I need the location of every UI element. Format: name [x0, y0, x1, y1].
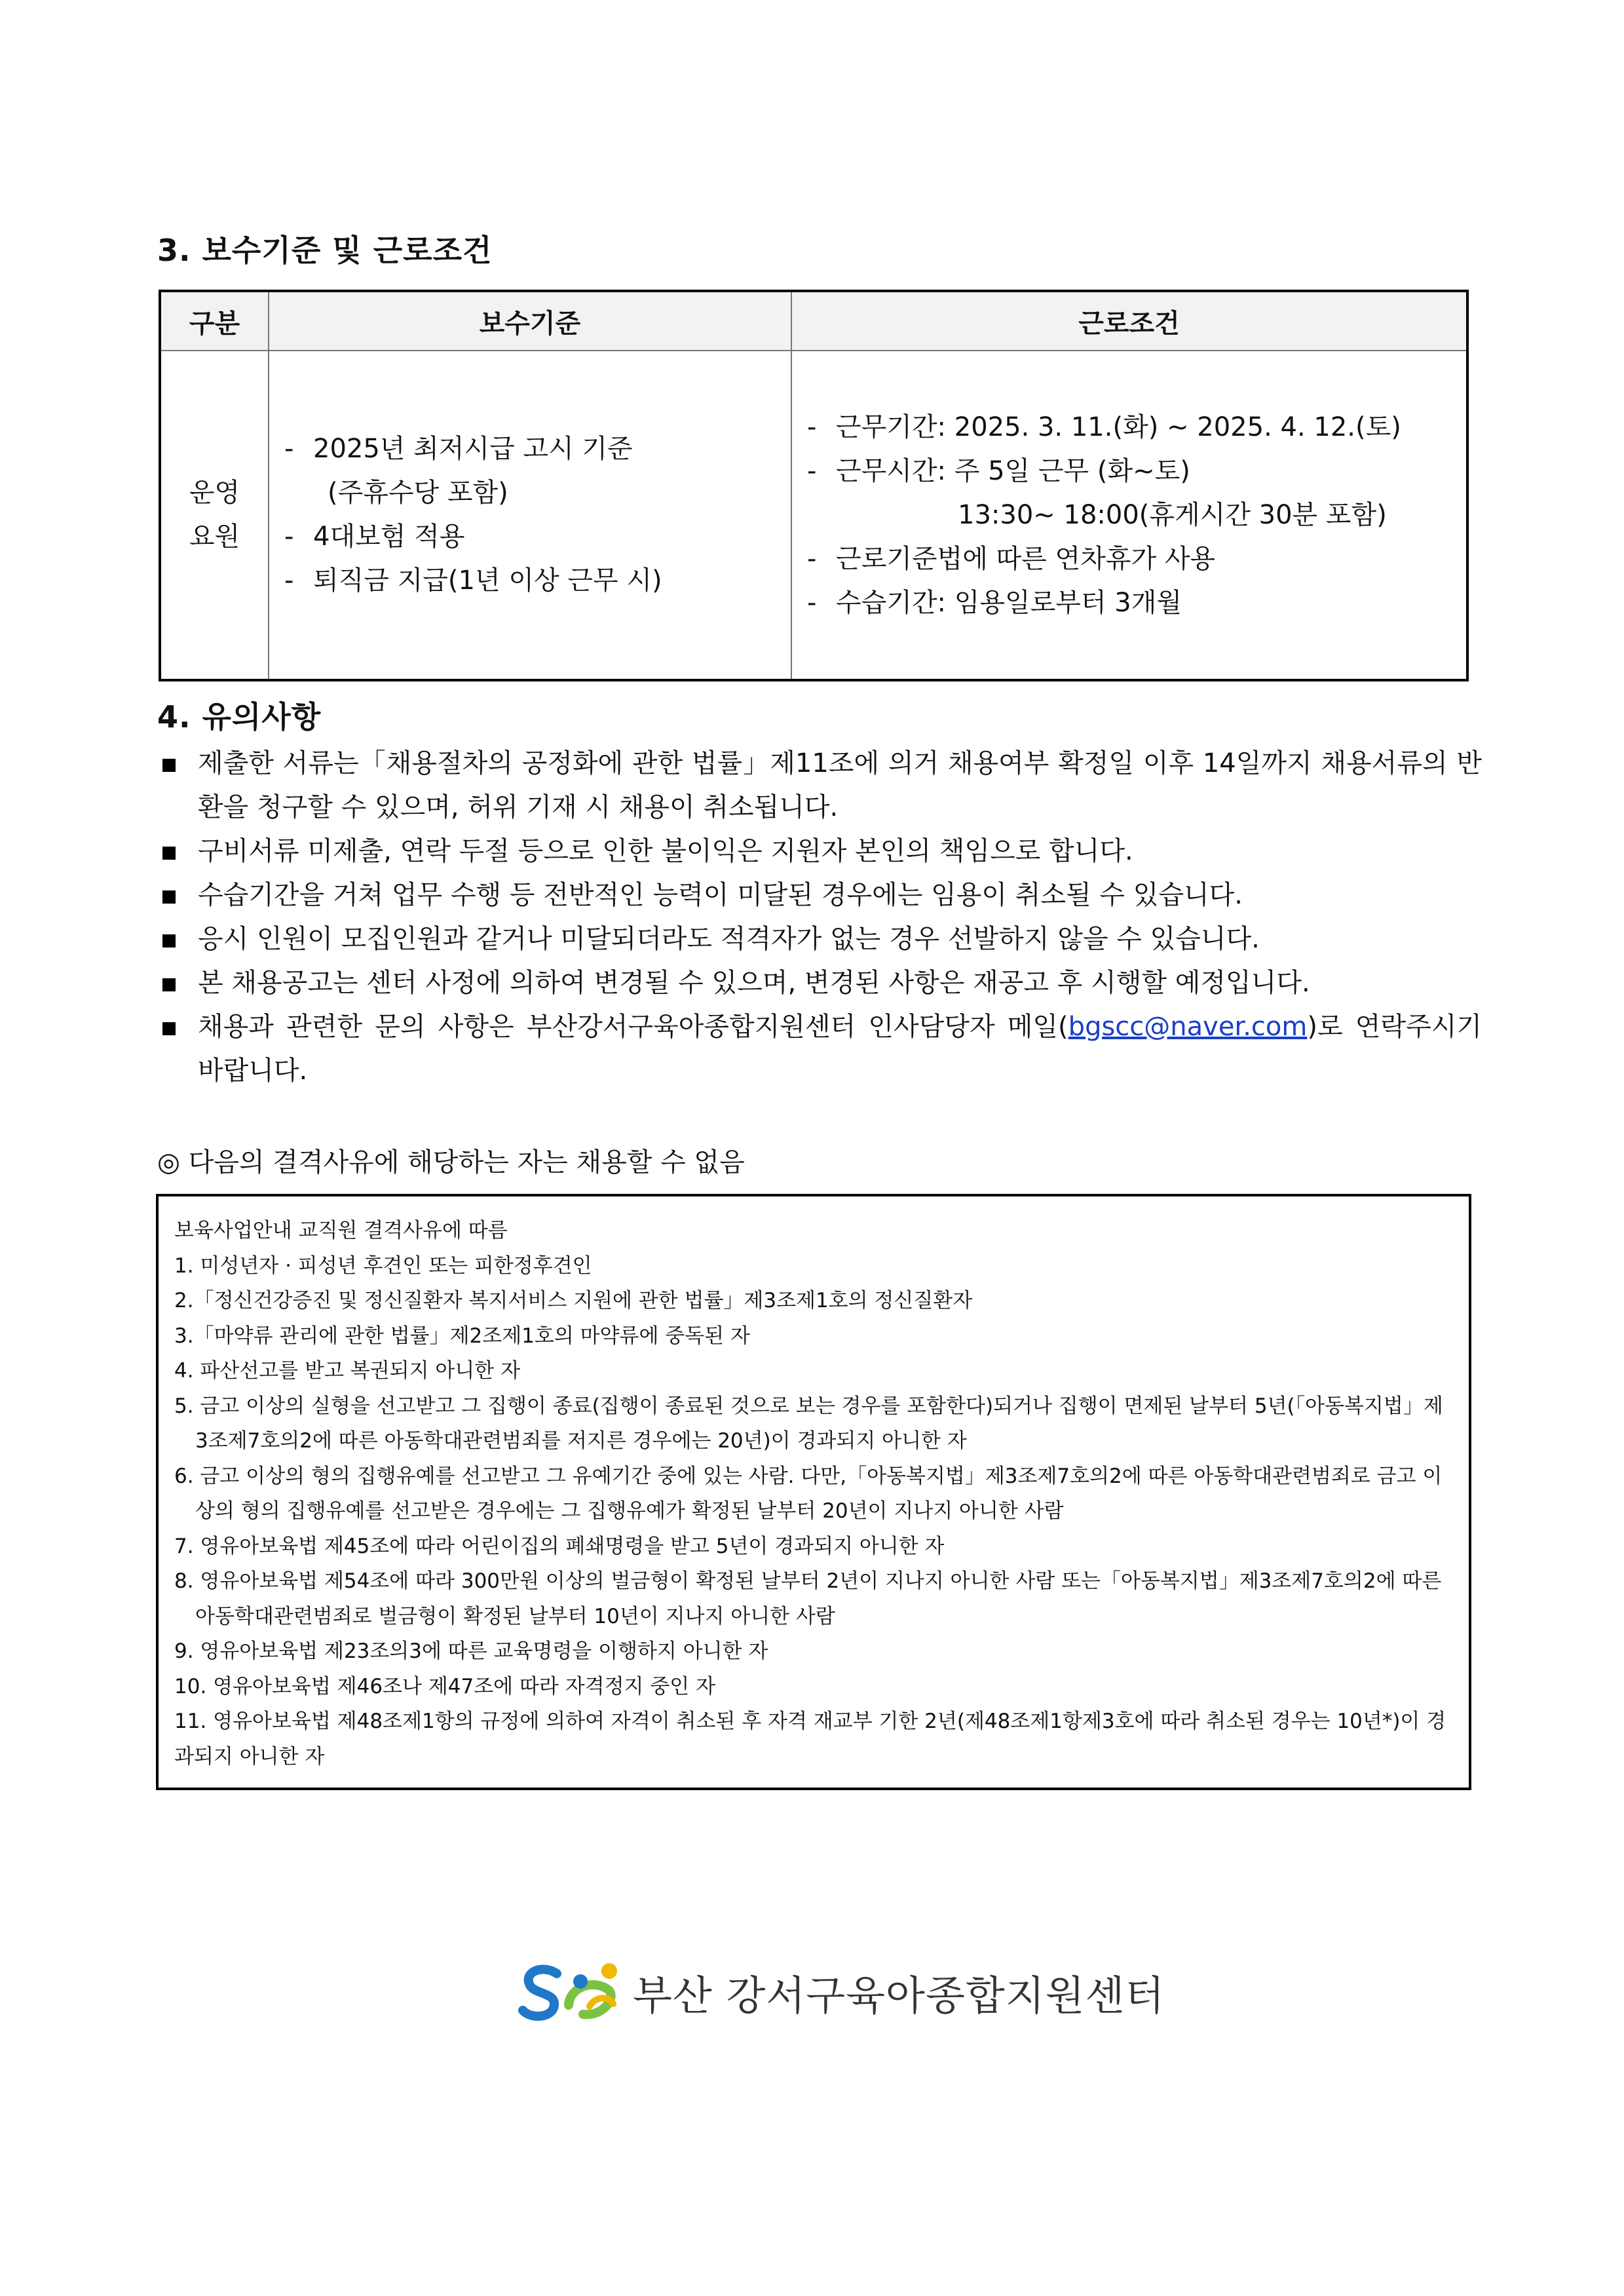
square-bullet-icon [162, 934, 176, 947]
square-bullet-icon [162, 759, 176, 772]
list-item: 5. 금고 이상의 실형을 선고받고 그 집행이 종료(집행이 종료된 것으로 보는 경우를 포함한다)되거나 집행이 면제된 날부터 5년(「아동복지법」제3조제7호의2에 따른 아동학대관련범죄를 저지른 경우에는 20년)이 경과되지 아니한 자 [174, 1394, 1443, 1453]
list-item: 3.「마약류 관리에 관한 법률」제2조제1호의 마약류에 중독된 자 [174, 1324, 750, 1348]
condition-item-continued: 13:30~ 18:00(휴게시간 30분 포함) [958, 499, 1387, 530]
list-item: 4. 파산선고를 받고 복권되지 아니한 자 [174, 1359, 521, 1383]
conditions-cell [791, 351, 1467, 680]
notes-list [157, 742, 1482, 1093]
center-logo-icon [518, 1959, 625, 2025]
list-item: 수습기간을 거쳐 업무 수행 등 전반적인 능력이 미달된 경우에는 임용이 취소될 수 있습니다. [157, 873, 1482, 917]
pay-item: - 2025년 최저시급 고시 기준 [284, 434, 633, 464]
pay-item: - 퇴직금 지급(1년 이상 근무 시) [284, 565, 662, 596]
square-bullet-icon [162, 847, 176, 860]
square-bullet-icon [162, 1022, 176, 1035]
header-category: 구분 [160, 291, 269, 351]
disqualification-intro: 보육사업안내 교직원 결격사유에 따름 [174, 1219, 508, 1242]
condition-item: - 근무기간: 2025. 3. 11.(화) ~ 2025. 4. 12.(토) [807, 411, 1401, 442]
list-item: 9. 영유아보육법 제23조의3에 따른 교육명령을 이행하지 아니한 자 [174, 1639, 768, 1663]
header-conditions: 근로조건 [791, 291, 1467, 351]
disqualification-title: ◎ 다음의 결격사유에 해당하는 자는 채용할 수 없음 [157, 1147, 745, 1177]
category-line: 요원 [189, 522, 240, 552]
square-bullet-icon [162, 890, 176, 904]
pay-item: - 4대보험 적용 [284, 522, 465, 552]
pay-item-continued: (주휴수당 포함) [328, 478, 508, 508]
list-item: 11. 영유아보육법 제48조제1항의 규정에 의하여 자격이 취소된 후 자격 재교부 기한 2년(제48조제1항제3호에 따라 취소된 경우는 10년*)이 경과되지 아니한 자 [174, 1710, 1446, 1769]
list-item: 본 채용공고는 센터 사정에 의하여 변경될 수 있으며, 변경된 사항은 재공고 후 시행할 예정입니다. [157, 961, 1482, 1005]
list-item: 6. 금고 이상의 형의 집행유예를 선고받고 그 유예기간 중에 있는 사람. 다만,「아동복지법」제3조제7호의2에 따른 아동학대관련범죄로 금고 이상의 형의 집행유예를 선고받은 경우에는 그 집행유예가 확정된 날부터 20년이 지나지 아니한 사람 [174, 1464, 1443, 1523]
category-cell [160, 351, 269, 680]
list-item: 응시 인원이 모집인원과 같거나 미달되더라도 적격자가 없는 경우 선발하지 않을 수 있습니다. [157, 917, 1482, 961]
salary-conditions-table [159, 290, 1469, 681]
condition-item: - 근무시간: 주 5일 근무 (화~토) [807, 455, 1190, 486]
list-item: 구비서류 미제출, 연락 두절 등으로 인한 불이익은 지원자 본인의 책임으로 합니다. [157, 830, 1482, 873]
disqualification-box [156, 1194, 1471, 1790]
list-item: 8. 영유아보육법 제54조에 따라 300만원 이상의 벌금형이 확정된 날부터 2년이 지나지 아니한 사람 또는「아동복지법」제3조제7호의2에 따른 아동학대관련범죄로 벌금형이 확정된 날부터 10년이 지나지 아니한 사람 [174, 1569, 1442, 1628]
list-item: 7. 영유아보육법 제45조에 따라 어린이집의 폐쇄명령을 받고 5년이 경과되지 아니한 자 [174, 1534, 945, 1558]
category-line: 운영 [189, 478, 240, 508]
condition-item: - 근로기준법에 따른 연차휴가 사용 [807, 543, 1216, 574]
list-item: 제출한 서류는「채용절차의 공정화에 관한 법률」제11조에 의거 채용여부 확정일 이후 14일까지 채용서류의 반환을 청구할 수 있으며, 허위 기재 시 채용이 취소됩니다. [157, 742, 1482, 830]
table-row [160, 351, 1467, 680]
org-name: 부산 강서구육아종합지원센터 [633, 1971, 1165, 2019]
footer-logo [518, 1956, 1165, 2028]
pay-cell [269, 351, 791, 680]
list-item: 10. 영유아보육법 제46조나 제47조에 따라 자격정지 중인 자 [174, 1674, 716, 1698]
section-3-title: 3. 보수기준 및 근로조건 [157, 233, 493, 268]
square-bullet-icon [162, 978, 176, 991]
condition-item: - 수습기간: 임용일로부터 3개월 [807, 587, 1182, 618]
list-item: 2.「정신건강증진 및 정신질환자 복지서비스 지원에 관한 법률」제3조제1호의 정신질환자 [174, 1289, 973, 1312]
table-header-row [160, 291, 1467, 351]
list-item: 1. 미성년자 · 피성년 후견인 또는 피한정후견인 [174, 1253, 592, 1278]
email-link[interactable]: bgscc@naver.com [1068, 1012, 1308, 1042]
header-pay: 보수기준 [269, 291, 791, 351]
section-4-title: 4. 유의사항 [157, 699, 322, 735]
list-item-contact: 채용과 관련한 문의 사항은 부산강서구육아종합지원센터 인사담당자 메일(bgscc@naver.com)로 연락주시기 바랍니다. [157, 1005, 1482, 1093]
